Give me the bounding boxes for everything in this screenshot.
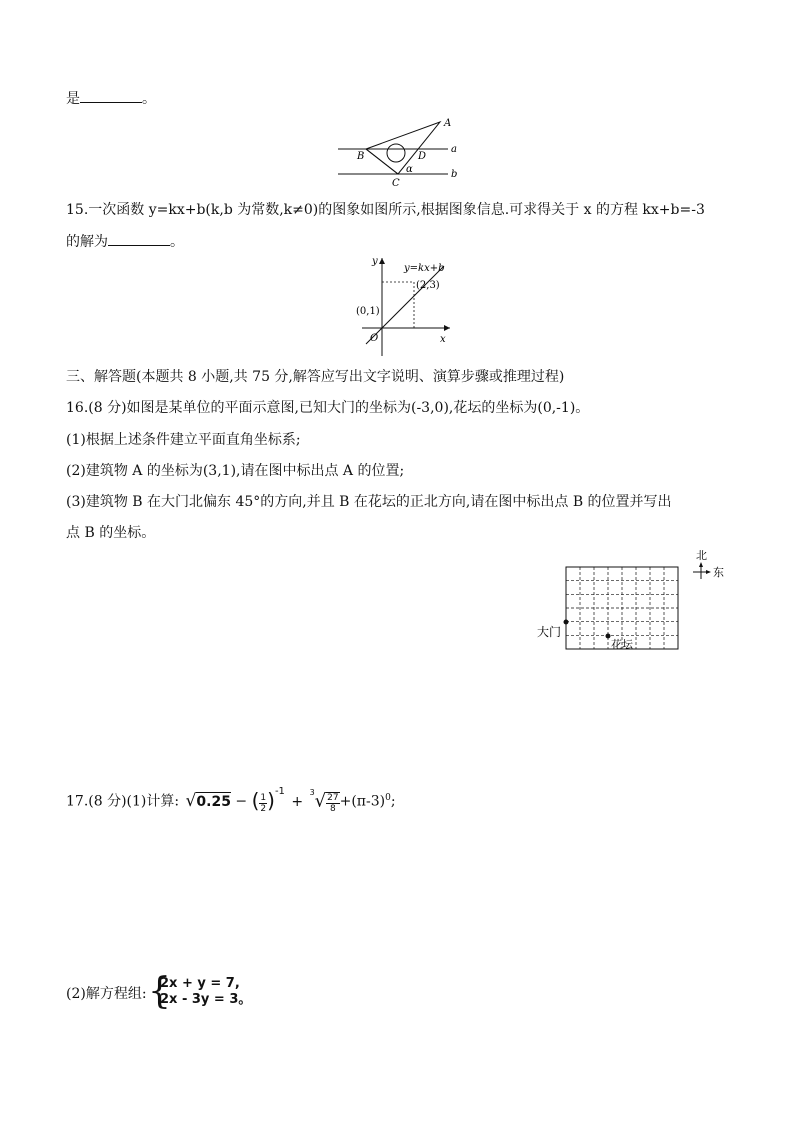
sqrt-value: 0.25 xyxy=(196,793,231,810)
frac-den: 2 xyxy=(260,803,267,814)
q15-end: 。 xyxy=(170,234,184,250)
fraction xyxy=(259,793,267,814)
y-arrow xyxy=(379,258,385,264)
figure-q16 xyxy=(532,545,732,655)
cbrt-index: 3 xyxy=(309,788,315,798)
q16-line4: (3)建筑物 B 在大门北偏东 45°的方向,并且 B 在花坛的正北方向,请在图中标出点 B 的位置并写出 xyxy=(66,494,672,510)
grid xyxy=(537,567,678,651)
figure-q14 xyxy=(330,112,470,192)
label-b: b xyxy=(451,169,458,180)
answer-blank[interactable] xyxy=(80,88,142,103)
pi-term: +(π-3) xyxy=(339,793,386,810)
q15-line2-text: 的解为 xyxy=(66,234,108,250)
label-p1: (0,1) xyxy=(356,306,380,317)
label-eq: y=kx+b xyxy=(404,263,445,274)
plus-sign: + xyxy=(291,793,304,810)
minus-sign: − xyxy=(235,793,248,810)
q14-tail-text: 是 xyxy=(66,91,80,107)
exponent: -1 xyxy=(274,785,285,797)
garden-point xyxy=(606,634,611,639)
label-east: 东 xyxy=(713,566,724,579)
cbrt-den: 8 xyxy=(330,803,336,814)
figure-q15 xyxy=(352,252,456,360)
equation-2: 2x - 3y = 3。 xyxy=(160,992,252,1007)
compass-n-arrow xyxy=(699,562,703,567)
q16-line2: (1)根据上述条件建立平面直角坐标系; xyxy=(66,432,301,448)
label-x: x xyxy=(440,334,446,345)
equation-system xyxy=(160,976,251,1008)
sqrt-sign: √ xyxy=(185,790,197,811)
label-garden: 花坛 xyxy=(611,638,633,651)
q15-line1: 15.一次函数 y=kx+b(k,b 为常数,k≠0)的图象如图所示,根据图象信息.可求得关于 x 的方程 kx+b=-3 xyxy=(66,202,705,218)
q17-part2 xyxy=(66,975,147,1002)
label-C: C xyxy=(392,178,400,189)
label-a: a xyxy=(451,144,457,155)
fraction-group xyxy=(251,785,285,814)
x-arrow xyxy=(444,325,450,331)
zero-exponent: 0 xyxy=(385,793,391,803)
section3-heading: 三、解答题(本题共 8 小题,共 75 分,解答应写出文字说明、演算步骤或推理过程) xyxy=(66,369,565,385)
cbrt-num: 27 xyxy=(327,792,339,803)
label-gate: 大门 xyxy=(537,625,562,639)
q16-line3: (2)建筑物 A 的坐标为(3,1),请在图中标出点 A 的位置; xyxy=(66,463,405,479)
answer-blank[interactable] xyxy=(108,231,170,246)
label-O: O xyxy=(370,333,379,344)
q14-end: 。 xyxy=(142,91,156,107)
compass xyxy=(693,549,724,579)
label-alpha: α xyxy=(406,164,413,175)
q17-part2-prefix: (2)解方程组: xyxy=(66,986,147,1002)
q17-part1 xyxy=(66,785,396,814)
semicolon: ; xyxy=(390,793,396,810)
left-paren: ( xyxy=(251,788,260,813)
frac-num: 1 xyxy=(260,792,267,803)
cbrt-sign: √ xyxy=(314,790,327,812)
label-y: y xyxy=(372,256,378,267)
label-D: D xyxy=(418,151,427,162)
label-A: A xyxy=(444,118,452,129)
sqrt-expr xyxy=(186,791,231,812)
q16-line1: 16.(8 分)如图是某单位的平面示意图,已知大门的坐标为(-3,0),花坛的坐标为(0,-1)。 xyxy=(66,400,590,416)
gate-point xyxy=(564,620,569,625)
label-north: 北 xyxy=(696,549,707,562)
q14-tail xyxy=(66,88,156,109)
q15-line2 xyxy=(66,231,184,252)
system-brace: { xyxy=(148,971,171,1012)
label-p2: (2,3) xyxy=(416,280,440,291)
cbrt-fraction xyxy=(326,792,339,814)
circle xyxy=(387,144,405,162)
compass-e-arrow xyxy=(706,570,711,574)
q16-line5: 点 B 的坐标。 xyxy=(66,525,156,541)
q17-prefix: 17.(8 分)(1)计算: xyxy=(66,793,180,810)
right-paren: ) xyxy=(267,788,275,813)
cbrt-expr xyxy=(310,789,340,814)
label-B: B xyxy=(357,151,365,162)
equation-1: 2x + y = 7, xyxy=(160,976,240,991)
